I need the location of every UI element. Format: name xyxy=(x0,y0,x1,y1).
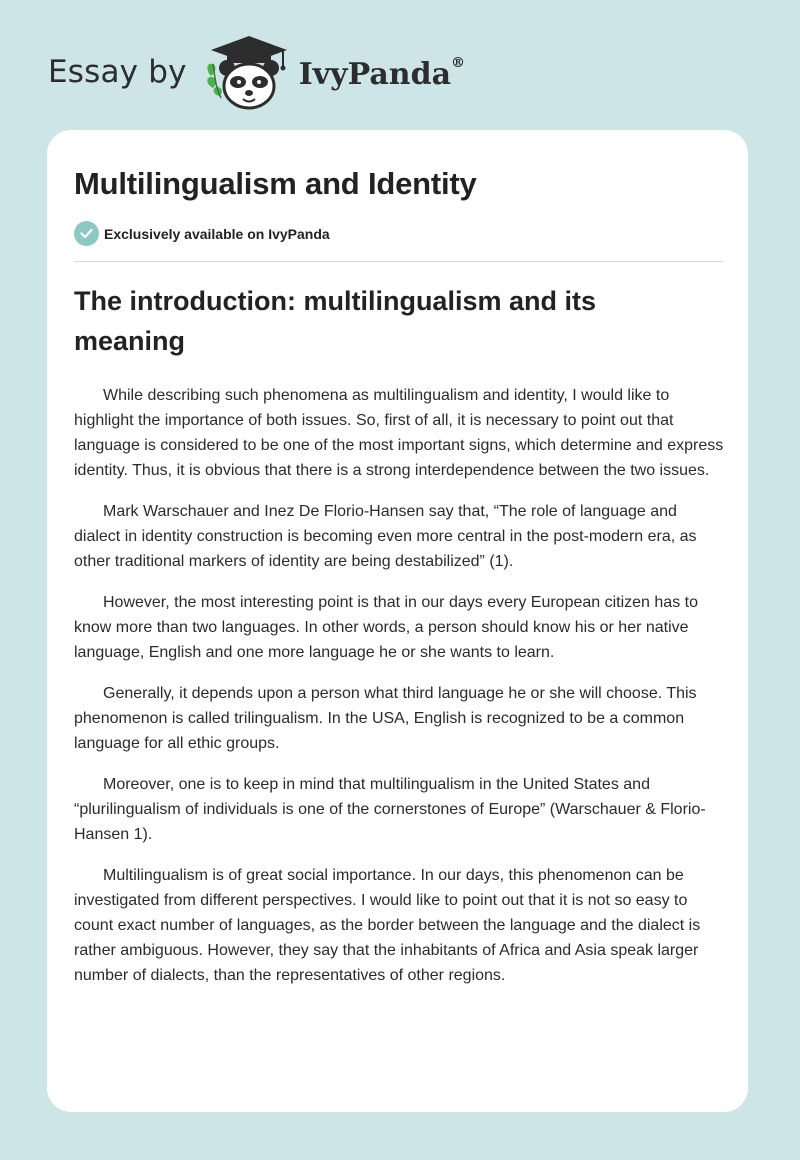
panda-logo-icon[interactable] xyxy=(201,34,297,114)
exclusive-badge-label: Exclusively available on IvyPanda xyxy=(104,225,330,242)
paragraph: Multilingualism is of great social importance. In our days, this phenomenon can be investigated from different perspectives. I would like to point out that it is not so easy to count exact number of languages, as the border between the language and the dialect is rather ambiguous. However, they say that the inhabitants of Africa and Asia speak larger number of dialects, than the representatives of other regions. xyxy=(74,867,701,984)
registered-mark: ® xyxy=(451,54,466,71)
divider xyxy=(74,261,723,262)
essay-body xyxy=(74,383,726,1004)
check-icon xyxy=(74,221,99,246)
exclusive-badge xyxy=(74,221,330,246)
section-heading: The introduction: multilingualism and its meaning xyxy=(74,286,596,356)
paragraph: Mark Warschauer and Inez De Florio-Hansen say that, “The role of language and dialect in identity construction is becoming even more central in the post-modern era, as other traditional markers of identity are being destabilized” (1). xyxy=(74,503,697,570)
essay-by-label: Essay by xyxy=(48,54,187,90)
brand-name[interactable]: IvyPanda® xyxy=(298,54,466,92)
paragraph: Generally, it depends upon a person what third language he or she will choose. This phenomenon is called trilingualism. In the USA, English is recognized to be a common language for all ethic groups. xyxy=(74,685,697,752)
paragraph: However, the most interesting point is that in our days every European citizen has to know more than two languages. In other words, a person should know his or her native language, English and one more language he or she wants to learn. xyxy=(74,594,698,661)
paragraph: While describing such phenomena as multilingualism and identity, I would like to highlight the importance of both issues. So, first of all, it is necessary to point out that language is considered to be one of the most important signs, which determine and express identity. Thus, it is obvious that there is a strong interdependence between the two issues. xyxy=(74,387,724,479)
essay-card xyxy=(47,130,748,1112)
site-header xyxy=(48,34,465,114)
page-title: Multilingualism and Identity xyxy=(74,166,477,201)
paragraph: Moreover, one is to keep in mind that multilingualism in the United States and “plurilingualism of individuals is one of the cornerstones of Europe” (Warschauer & Florio-Hansen 1). xyxy=(74,776,706,843)
